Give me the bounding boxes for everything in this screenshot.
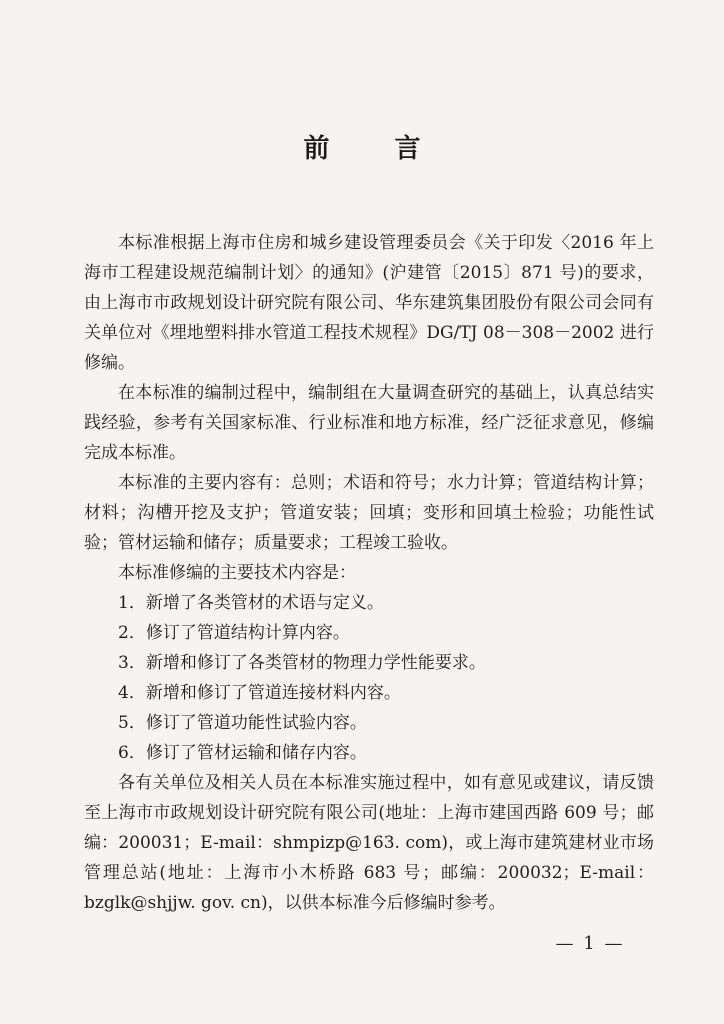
- paragraph-feedback: 各有关单位及相关人员在本标准实施过程中，如有意见或建议，请反馈至上海市市政规划设计研究院有限公司(地址：上海市建国西路 609 号；邮编：200031；E-mail：shmpizp@163. com)，或上海市建筑建材业市场管理总站(地址：上海市小木桥路 683 号；邮编：200032；E-mail：bzglk@shjjw. gov. cn)，以供本标准今后修编时参考。: [84, 773, 654, 913]
- list-item-4: 4．新增和修订了管道连接材料内容。: [118, 683, 401, 703]
- list-item-6: 6．修订了管材运输和储存内容。: [118, 743, 367, 763]
- page-number: — 1 —: [555, 933, 625, 954]
- paragraph-basis: 本标准根据上海市住房和城乡建设管理委员会《关于印发〈2016 年上海市工程建设规范编制计划〉的通知》(沪建管〔2015〕871 号)的要求，由上海市市政规划设计研究院有限公司、华东建筑集团股份有限公司会同有关单位对《埋地塑料排水管道工程技术规程》DG/TJ 08－308－2002 进行修编。: [84, 233, 654, 373]
- page-title: 前 言: [303, 134, 449, 164]
- list-item-1: 1．新增了各类管材的术语与定义。: [118, 593, 384, 613]
- list-item-3: 3．新增和修订了各类管材的物理力学性能要求。: [118, 653, 486, 673]
- list-item-5: 5．修订了管道功能性试验内容。: [118, 713, 367, 733]
- document-body: [84, 228, 654, 918]
- paragraph-process: 在本标准的编制过程中，编制组在大量调查研究的基础上，认真总结实践经验，参考有关国家标准、行业标准和地方标准，经广泛征求意见，修编完成本标准。: [84, 383, 654, 463]
- list-item-2: 2．修订了管道结构计算内容。: [118, 623, 350, 643]
- paragraph-revision-intro: 本标准修编的主要技术内容是：: [118, 563, 356, 583]
- paragraph-contents: 本标准的主要内容有：总则；术语和符号；水力计算；管道结构计算；材料；沟槽开挖及支护；管道安装；回填；变形和回填土检验；功能性试验；管材运输和储存；质量要求；工程竣工验收。: [84, 473, 654, 553]
